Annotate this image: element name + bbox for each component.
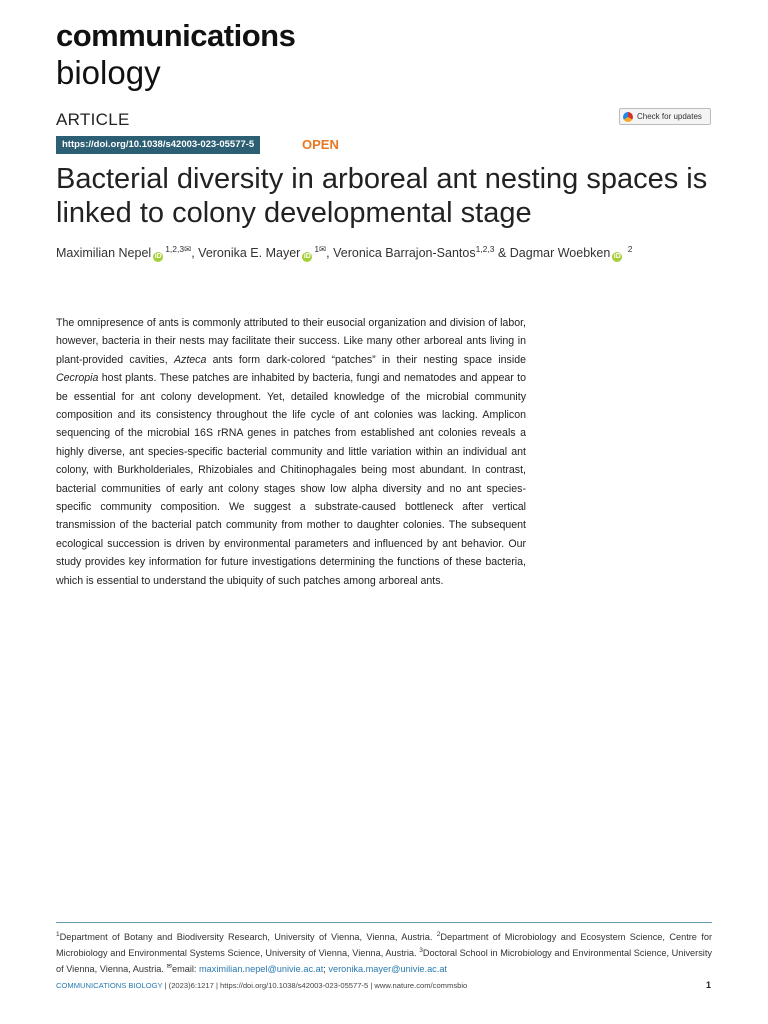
author-affiliation-sup: 1,2,3 [475, 244, 495, 254]
article-title: Bacterial diversity in arboreal ant nesting spaces is linked to colony developmental stage [56, 163, 708, 229]
footer-journal-link[interactable]: COMMUNICATIONS BIOLOGY [56, 981, 163, 990]
open-access-label: OPEN [302, 137, 339, 152]
author-separator: , [191, 246, 199, 261]
doi-badge-link[interactable]: https://doi.org/10.1038/s42003-023-05577-5 [56, 136, 260, 154]
author-affiliation-sup: 2 [627, 244, 633, 254]
journal-name-line2: biology [56, 54, 161, 91]
check-for-updates-button[interactable] [619, 108, 711, 125]
author-separator: & [494, 246, 510, 261]
orcid-icon[interactable]: iD [303, 253, 311, 261]
author-list [56, 244, 746, 262]
orcid-icon[interactable]: iD [154, 253, 162, 261]
affiliations-divider [56, 922, 712, 923]
page-number: 1 [706, 980, 712, 990]
email-icon: ✉ [166, 963, 172, 971]
author-affiliation-sup: 1✉ [314, 244, 327, 254]
genus-name: Cecropia [56, 372, 99, 385]
check-for-updates-label: Check for updates [637, 112, 702, 121]
journal-name-line1: communications [56, 18, 296, 53]
email-link[interactable]: maximilian.nepel@univie.ac.at [199, 964, 324, 975]
page-footer [56, 981, 467, 990]
orcid-icon[interactable]: iD [613, 253, 621, 261]
author-name[interactable]: Veronica Barrajon-Santos [333, 246, 476, 261]
author-name[interactable]: Dagmar Woebken [509, 246, 611, 261]
author-affiliation-sup: 1,2,3✉ [165, 244, 192, 254]
author-name[interactable]: Maximilian Nepel [56, 246, 152, 261]
abstract-text: The omnipresence of ants is commonly attributed to their eusocial organization and division of labor, however, bacteria in their nests may facilitate their success. Like many other arboreal ants living in plant-provided cavities, Azteca ants form dark-colored “patches” in their nesting space inside Cecropia host plants. These patches are inhabited by bacteria, fungi and nematodes and appear to be essential for ant colony development. Yet, detailed knowledge of the microbial community composition and its consistency throughout the life cycle of ant colonies was lacking. Amplicon sequencing of the microbial 16S rRNA genes in patches from established ant colonies reveals a highly diverse, ant species-specific bacterial community and little variation within an individual ant colony, with Burkholderiales, Rhizobiales and Chitinophagales being most abundant. In contrast, bacterial communities of early ant colony stages show low alpha diversity and no ant species-specific community composition. We suggest a substrate-caused bottleneck after vertical transmission of the bacterial patch community from mother to daughter colonies. The subsequent ecological succession is driven by environmental parameters and influenced by ant behavior. Our study provides key information for future investigations determining the functions of these bacteria, which is essential to understand the ubiquity of such patches among arboreal ants. [56, 317, 526, 587]
crossmark-icon [623, 112, 633, 122]
affiliations-text: $^1$Department of Botany and Biodiversity Research, University of Vienna, Vienna, Austria. $^2$Department of Microbiology and Ecosystem Science, Centre for Microbiology and Environmental Systems Science, University of Vienna, Vienna, Austria. $^3$Doctoral School in Microbiology and Environmental Science, University of Vienna, Vienna, Austria. ✉email: maximilian.nepel@univie.ac.at; veronika.mayer@univie.ac.at [56, 931, 713, 975]
genus-name: Azteca [173, 353, 207, 366]
author-separator: , [326, 246, 334, 261]
article-type-label: ARTICLE [56, 110, 130, 129]
author-name[interactable]: Veronika E. Mayer [198, 246, 301, 261]
footer-citation: | (2023)6:1217 | https://doi.org/10.1038/s42003-023-05577-5 | www.nature.com/commsbio [162, 981, 468, 990]
email-link[interactable]: veronika.mayer@univie.ac.at [328, 964, 447, 975]
